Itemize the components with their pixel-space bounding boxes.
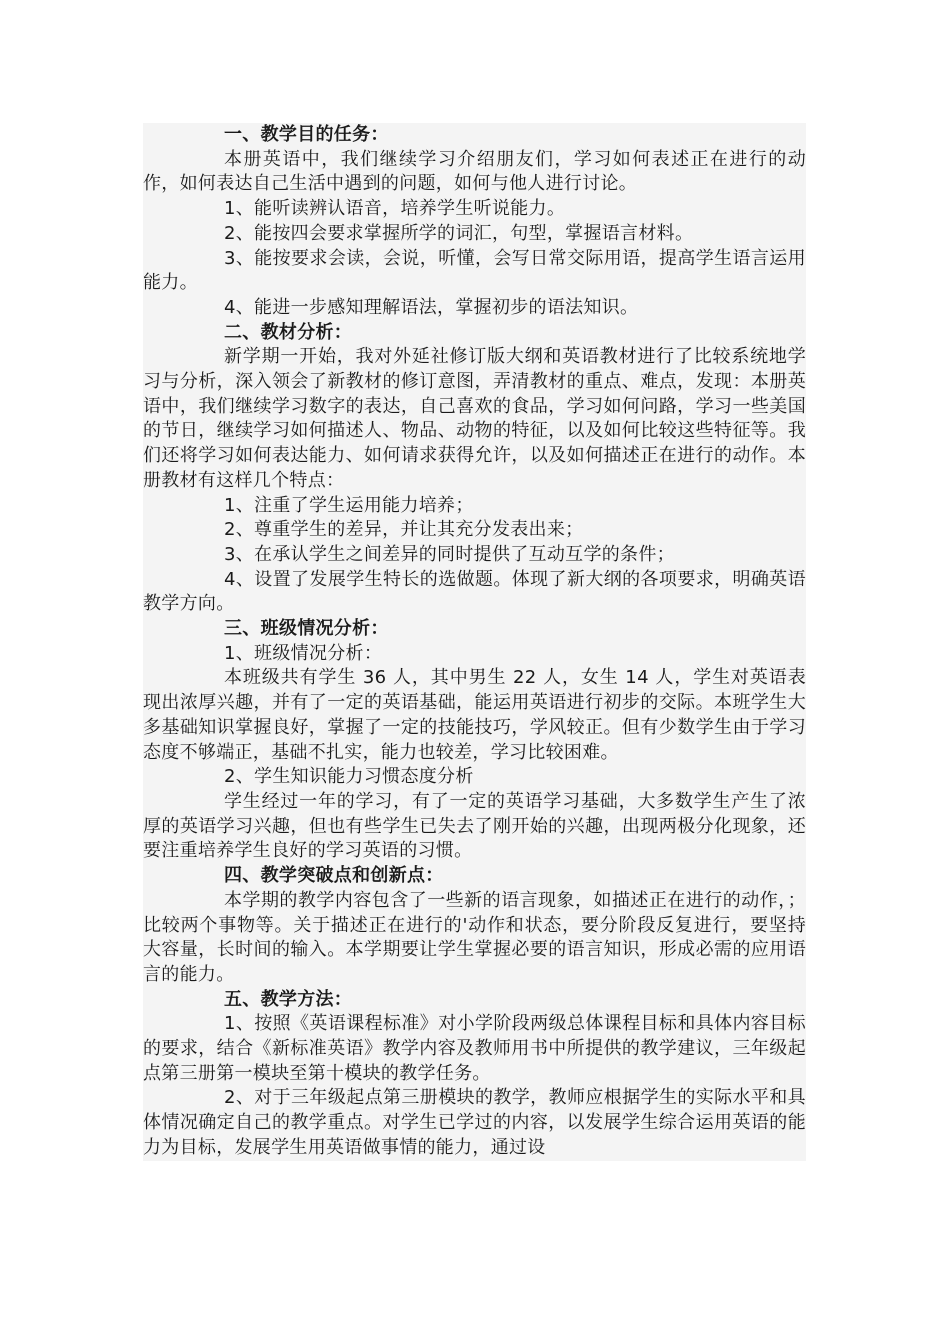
section-heading-2: 二、教材分析： (224, 321, 353, 343)
paragraph: 4、能进一步感知理解语法，掌握初步的语法知识。 (224, 296, 639, 318)
paragraph: 1、按照《英语课程标准》对小学阶段两级总体课程目标和具体内容目标的要求，结合《新标准英语》教学内容及教师用书中所提供的教学建议，三年级起点第三册第一模块至第十模块的教学任务。 (143, 1013, 806, 1084)
paragraph: 本班级共有学生 36 人，其中男生 22 人，女生 14 人，学生对英语表现出浓厚兴趣，并有了一定的英语基础，能运用英语进行初步的交际。本班学生大多基础知识掌握良好，掌握了一定的技能技巧，学风较正。但有少数学生由于学习态度不够端正，基础不扎实，能力也较差，学习比较困难。 (143, 667, 806, 763)
document-body (143, 123, 806, 1161)
paragraph: 新学期一开始，我对外延社修订版大纲和英语教材进行了比较系统地学习与分析，深入领会了新教材的修订意图，弄清教材的重点、难点，发现：本册英语中，我们继续学习数字的表达，自己喜欢的食品，学习如何问路，学习一些美国的节日，继续学习如何描述人、物品、动物的特征，以及如何比较这些特征等。我们还将学习如何表达能力、如何请求获得允许，以及如何描述正在进行的动作。本册教材有这样几个特点： (143, 346, 806, 491)
paragraph: 本学期的教学内容包含了一些新的语言现象，如描述正在进行的动作，；比较两个事物等。关于描述正在进行的'动作和状态，要分阶段反复进行，要坚持大容量，长时间的输入。本学期要让学生掌握必要的语言知识，形成必需的应用语言的能力。 (143, 889, 806, 985)
paragraph: 2、能按四会要求掌握所学的词汇，句型，掌握语言材料。 (224, 222, 694, 244)
paragraph: 2、学生知识能力习惯态度分析 (224, 766, 474, 788)
paragraph: 1、能听读辨认语音，培养学生听说能力。 (224, 198, 566, 220)
section-heading-3: 三、班级情况分析： (224, 618, 389, 640)
paragraph: 1、注重了学生运用能力培养； (224, 494, 474, 516)
section-heading-4: 四、教学突破点和创新点： (224, 865, 444, 887)
paragraph: 4、设置了发展学生特长的选做题。体现了新大纲的各项要求，明确英语教学方向。 (143, 568, 806, 615)
section-heading-1: 一、教学目的任务： (224, 124, 389, 145)
paragraph: 本册英语中，我们继续学习介绍朋友们，学习如何表述正在进行的动作，如何表达自己生活中遇到的问题，如何与他人进行讨论。 (143, 148, 806, 195)
paragraph: 学生经过一年的学习，有了一定的英语学习基础，大多数学生产生了浓厚的英语学习兴趣，但也有些学生已失去了刚开始的兴趣，出现两极分化现象，还要注重培养学生良好的学习英语的习惯。 (143, 790, 806, 862)
paragraph: 1、班级情况分析： (224, 642, 383, 664)
paragraph: 3、能按要求会读，会说，听懂，会写日常交际用语，提高学生语言运用能力。 (143, 247, 806, 294)
paragraph: 2、尊重学生的差异，并让其充分发表出来； (224, 519, 584, 541)
paragraph: 3、在承认学生之间差异的同时提供了互动互学的条件； (224, 543, 675, 565)
section-heading-5: 五、教学方法： (224, 988, 353, 1010)
paragraph: 2、对于三年级起点第三册模块的教学，教师应根据学生的实际水平和具体情况确定自己的教学重点。对学生已学过的内容，以发展学生综合运用英语的能力为目标，发展学生用英语做事情的能力，通过设 (143, 1087, 806, 1158)
